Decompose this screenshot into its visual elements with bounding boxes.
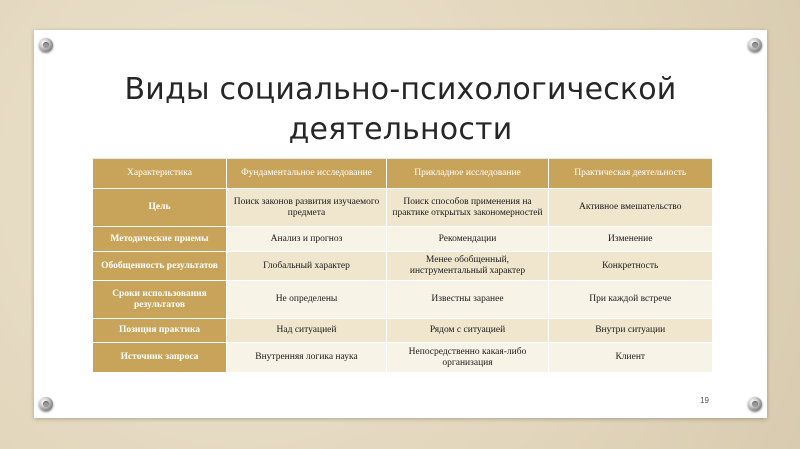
slide-title-line1: Виды социально-психологической — [124, 72, 677, 107]
table-cell: Менее обобщенный, инструментальный характер — [387, 252, 549, 281]
table-row — [93, 281, 712, 319]
table-cell: Непосредственно какая-либо организация — [387, 343, 549, 373]
page-number: 19 — [700, 396, 709, 405]
table-row — [93, 189, 712, 227]
table-header-row — [93, 159, 712, 189]
table-cell: При каждой встрече — [549, 281, 712, 319]
slide-title — [34, 70, 767, 150]
row-header: Методические приемы — [93, 227, 227, 252]
pushpin-icon — [748, 397, 762, 411]
pushpin-icon — [39, 38, 53, 52]
row-header: Сроки использования результатов — [93, 281, 227, 319]
table-row — [93, 319, 712, 343]
slide — [34, 30, 767, 418]
table-row — [93, 343, 712, 373]
table-cell: Не определены — [227, 281, 387, 319]
table-cell: Активное вмешательство — [549, 189, 712, 227]
column-header: Характеристика — [93, 159, 227, 189]
slide-title-line2: деятельности — [288, 112, 513, 147]
row-header: Источник запроса — [93, 343, 227, 373]
column-header: Фундаментальное исследование — [227, 159, 387, 189]
table-row — [93, 227, 712, 252]
row-header: Позиция практика — [93, 319, 227, 343]
table-cell: Поиск законов развития изучаемого предмета — [227, 189, 387, 227]
row-header: Обобщенность результатов — [93, 252, 227, 281]
table-cell: Конкретность — [549, 252, 712, 281]
column-header: Прикладное исследование — [387, 159, 549, 189]
table-cell: Внутренняя логика наука — [227, 343, 387, 373]
pushpin-icon — [39, 397, 53, 411]
column-header: Практическая деятельность — [549, 159, 712, 189]
comparison-table — [92, 158, 712, 373]
table-cell: Анализ и прогноз — [227, 227, 387, 252]
table-row — [93, 252, 712, 281]
pushpin-icon — [748, 38, 762, 52]
table-cell: Поиск способов применения на практике открытых закономерностей — [387, 189, 549, 227]
row-header: Цель — [93, 189, 227, 227]
table-cell: Глобальный характер — [227, 252, 387, 281]
table-cell: Изменение — [549, 227, 712, 252]
table-cell: Известны заранее — [387, 281, 549, 319]
table-cell: Над ситуацией — [227, 319, 387, 343]
table-cell: Клиент — [549, 343, 712, 373]
table-cell: Рекомендации — [387, 227, 549, 252]
table-cell: Внутри ситуации — [549, 319, 712, 343]
table-cell: Рядом с ситуацией — [387, 319, 549, 343]
